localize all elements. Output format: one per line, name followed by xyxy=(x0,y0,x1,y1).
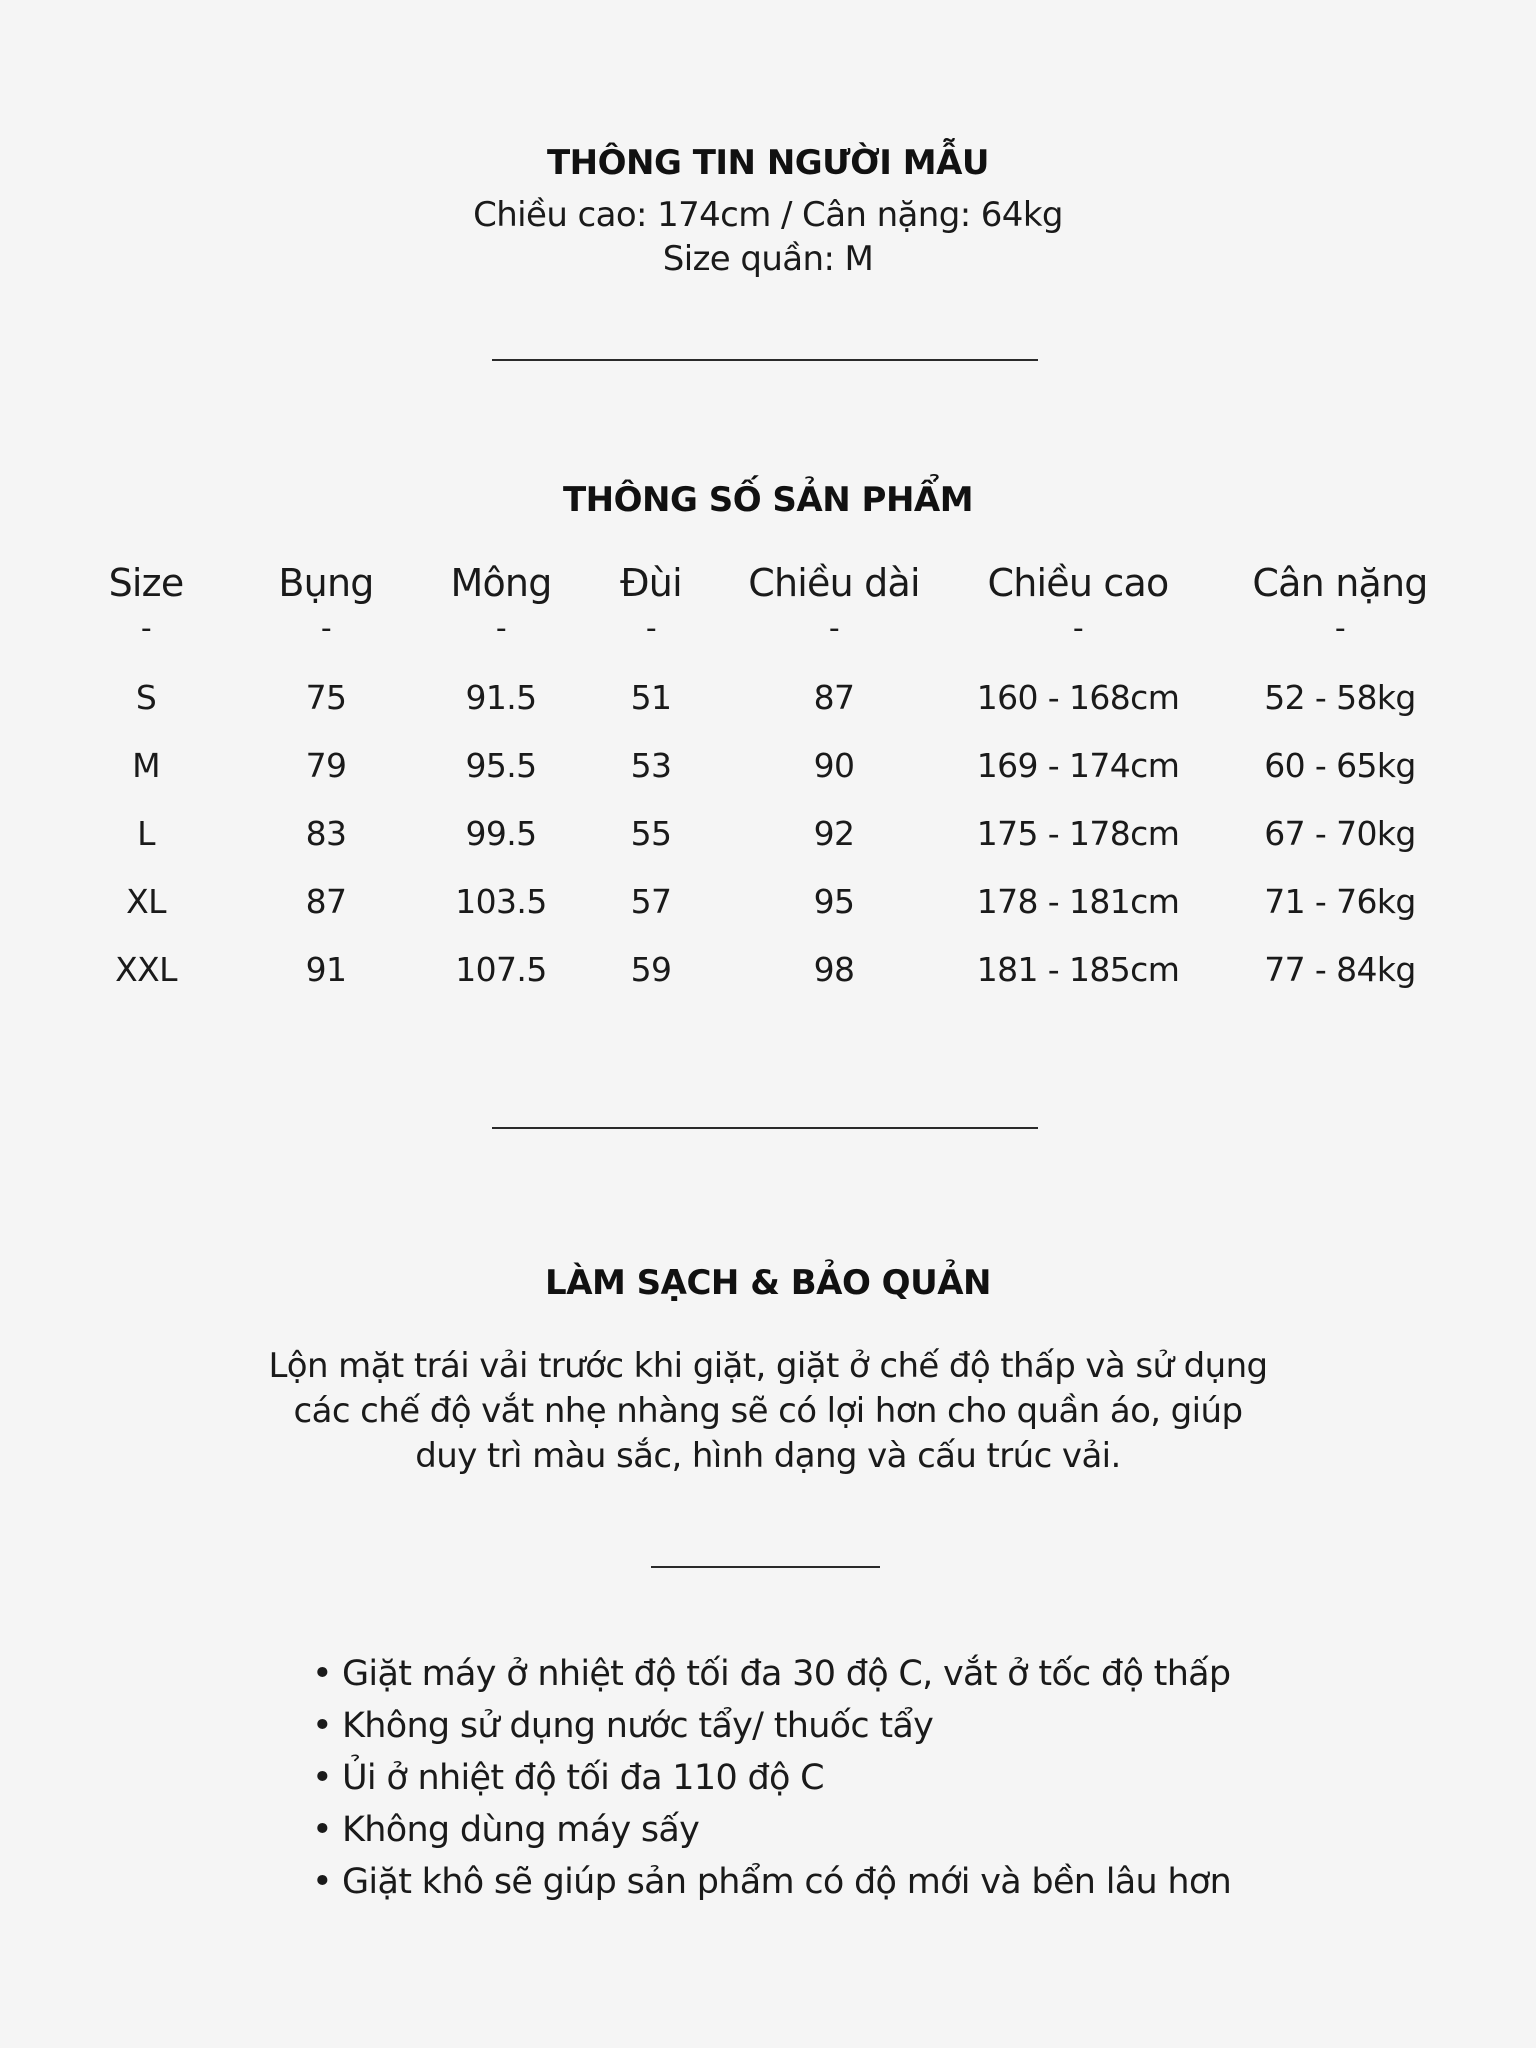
list-item-text: Giặt máy ở nhiệt độ tối đa 30 độ C, vắt ở tốc độ thấp xyxy=(342,1654,1231,1694)
table-cell: 178 - 181cm xyxy=(976,881,1180,921)
table-cell: 98 xyxy=(813,949,855,989)
short-divider xyxy=(651,1566,880,1568)
unit-cell: - xyxy=(645,611,657,646)
table-cell: 181 - 185cm xyxy=(976,949,1180,989)
table-row xyxy=(60,867,1472,935)
table-cell: 67 - 70kg xyxy=(1264,813,1416,853)
table-cell: 107.5 xyxy=(455,949,547,989)
unit-cell: - xyxy=(140,611,152,646)
table-cell: 175 - 178cm xyxy=(976,813,1180,853)
table-cell: 57 xyxy=(630,881,672,921)
table-cell: 53 xyxy=(630,745,672,785)
bullet-icon: • xyxy=(312,1862,332,1902)
unit-cell: - xyxy=(1072,611,1084,646)
table-cell: 91.5 xyxy=(465,677,537,717)
table-cell: 71 - 76kg xyxy=(1264,881,1416,921)
list-item-text: Không dùng máy sấy xyxy=(342,1810,700,1850)
table-cell: 60 - 65kg xyxy=(1264,745,1416,785)
table-cell: 160 - 168cm xyxy=(976,677,1180,717)
care-paragraph-line: Lộn mặt trái vải trước khi giặt, giặt ở chế độ thấp và sử dụng xyxy=(268,1346,1268,1386)
table-cell: 92 xyxy=(813,813,855,853)
table-cell: XXL xyxy=(115,949,177,989)
care-instructions-list xyxy=(312,1648,1231,1908)
table-cell: 90 xyxy=(813,745,855,785)
table-row xyxy=(60,731,1472,799)
list-item-text: Ủi ở nhiệt độ tối đa 110 độ C xyxy=(342,1758,824,1798)
table-cell: 103.5 xyxy=(455,881,547,921)
column-header-length: Chiều dài xyxy=(748,561,920,605)
table-unit-row xyxy=(60,611,1472,663)
column-header-thigh: Đùi xyxy=(620,561,682,605)
list-item-text: Không sử dụng nước tẩy/ thuốc tẩy xyxy=(342,1706,934,1746)
table-cell: XL xyxy=(126,881,166,921)
model-size: Size quần: M xyxy=(662,239,874,279)
section-divider xyxy=(492,1127,1038,1129)
table-cell: 77 - 84kg xyxy=(1264,949,1416,989)
list-item xyxy=(312,1804,1231,1856)
unit-cell: - xyxy=(320,611,332,646)
table-row xyxy=(60,935,1472,1003)
table-cell: S xyxy=(135,677,157,717)
table-cell: 55 xyxy=(630,813,672,853)
table-cell: 75 xyxy=(305,677,347,717)
table-cell: 87 xyxy=(305,881,347,921)
table-cell: 169 - 174cm xyxy=(976,745,1180,785)
list-item xyxy=(312,1648,1231,1700)
list-item xyxy=(312,1752,1231,1804)
table-cell: 51 xyxy=(630,677,672,717)
column-header-weight: Cân nặng xyxy=(1252,561,1428,605)
table-cell: 95.5 xyxy=(465,745,537,785)
section-divider xyxy=(492,359,1038,361)
table-cell: 87 xyxy=(813,677,855,717)
list-item-text: Giặt khô sẽ giúp sản phẩm có độ mới và bền lâu hơn xyxy=(342,1862,1232,1902)
list-item xyxy=(312,1700,1231,1752)
care-paragraph-line: duy trì màu sắc, hình dạng và cấu trúc vải. xyxy=(415,1436,1121,1476)
bullet-icon: • xyxy=(312,1810,332,1850)
bullet-icon: • xyxy=(312,1654,332,1694)
table-cell: 83 xyxy=(305,813,347,853)
bullet-icon: • xyxy=(312,1758,332,1798)
table-header-row xyxy=(60,555,1472,611)
unit-cell: - xyxy=(495,611,507,646)
table-cell: M xyxy=(132,745,160,785)
model-measurements: Chiều cao: 174cm / Cân nặng: 64kg xyxy=(473,195,1063,235)
table-cell: 95 xyxy=(813,881,855,921)
model-info-title: THÔNG TIN NGƯỜI MẪU xyxy=(546,143,990,183)
unit-cell: - xyxy=(828,611,840,646)
care-paragraph-line: các chế độ vắt nhẹ nhàng sẽ có lợi hơn cho quần áo, giúp xyxy=(293,1391,1243,1431)
table-cell: 91 xyxy=(305,949,347,989)
list-item xyxy=(312,1856,1231,1908)
bullet-icon: • xyxy=(312,1706,332,1746)
table-cell: L xyxy=(137,813,155,853)
table-row xyxy=(60,799,1472,867)
column-header-height: Chiều cao xyxy=(987,561,1169,605)
table-cell: 52 - 58kg xyxy=(1264,677,1416,717)
table-cell: 59 xyxy=(630,949,672,989)
column-header-size: Size xyxy=(108,561,184,605)
table-cell: 99.5 xyxy=(465,813,537,853)
table-row xyxy=(60,663,1472,731)
column-header-hip: Mông xyxy=(450,561,552,605)
product-specs-title: THÔNG SỐ SẢN PHẨM xyxy=(562,480,974,520)
table-cell: 79 xyxy=(305,745,347,785)
care-title: LÀM SẠCH & BẢO QUẢN xyxy=(545,1263,991,1303)
size-chart-table xyxy=(60,555,1472,1003)
unit-cell: - xyxy=(1334,611,1346,646)
column-header-waist: Bụng xyxy=(278,561,374,605)
